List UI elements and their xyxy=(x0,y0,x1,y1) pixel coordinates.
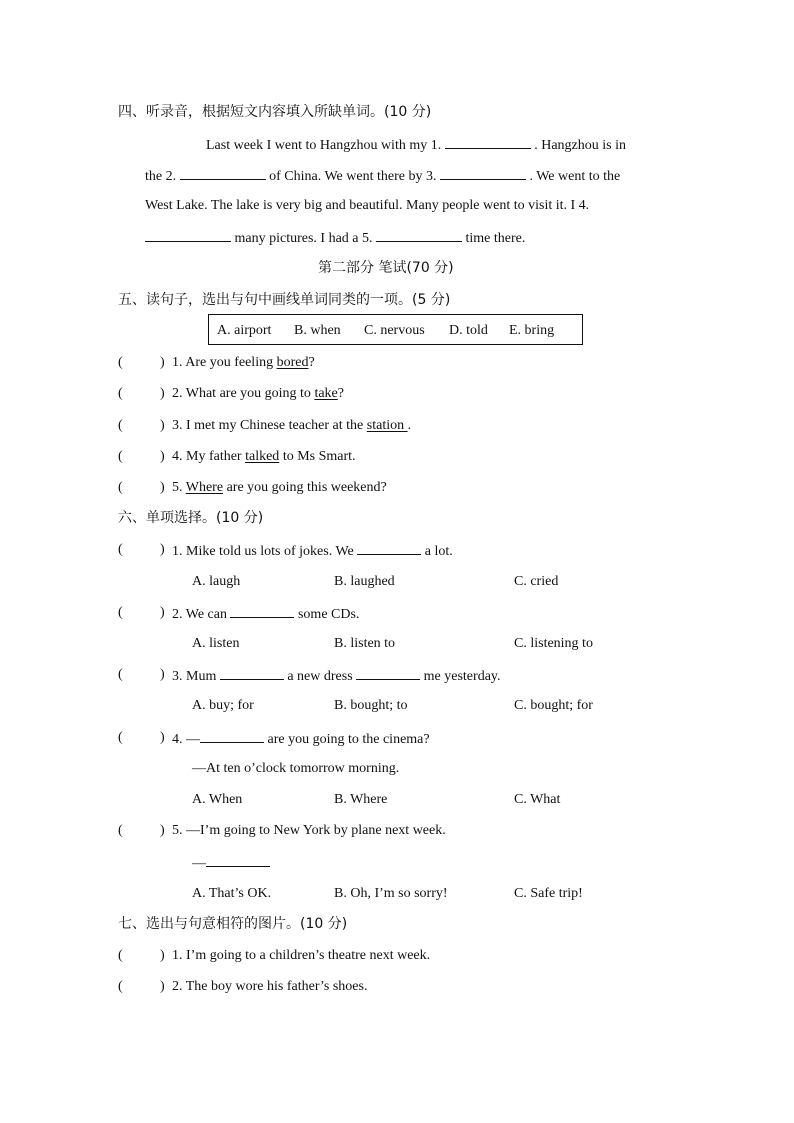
option-b[interactable]: B. bought; to xyxy=(334,698,408,713)
question-text: ? xyxy=(308,355,315,370)
s5-question-5 xyxy=(172,479,387,497)
section-5-heading: 五、读句子，选出与句中画线单词同类的一项。(5 分) xyxy=(118,292,451,308)
answer-blank[interactable] xyxy=(230,604,294,618)
s6-question-2 xyxy=(172,604,359,624)
word-bank-option: D. told xyxy=(449,323,488,338)
passage-line-2 xyxy=(145,166,620,186)
passage-text: . Hangzhou is in xyxy=(534,138,626,153)
answer-blank[interactable] xyxy=(357,541,421,555)
s7-question-1: 1. I’m going to a children’s theatre next week. xyxy=(172,948,431,963)
question-text: 4. My father xyxy=(172,449,246,464)
answer-paren-close: ) xyxy=(160,480,165,495)
option-b[interactable]: B. Where xyxy=(334,792,388,807)
answer-paren-open: ( xyxy=(118,418,123,433)
answer-paren-open: ( xyxy=(118,480,123,495)
answer-blank[interactable] xyxy=(200,729,264,743)
answer-paren-close: ) xyxy=(160,418,165,433)
question-text: 5. xyxy=(172,480,186,495)
option-a[interactable]: A. buy; for xyxy=(192,698,254,713)
word-bank-option: A. airport xyxy=(217,323,272,338)
passage-text: of China. We went there by 3. xyxy=(269,169,437,184)
answer-paren-close: ) xyxy=(160,979,165,994)
question-text: a lot. xyxy=(424,544,453,559)
part-2-title: 第二部分 笔试(70 分) xyxy=(318,260,454,276)
answer-paren-close: ) xyxy=(160,605,165,620)
option-b[interactable]: B. listen to xyxy=(334,636,396,651)
answer-paren-open: ( xyxy=(118,948,123,963)
s5-question-4 xyxy=(172,448,356,466)
question-text: to Ms Smart. xyxy=(279,449,356,464)
underlined-word: bored xyxy=(276,355,309,370)
answer-paren-close: ) xyxy=(160,823,165,838)
answer-paren-open: ( xyxy=(118,979,123,994)
answer-paren-open: ( xyxy=(118,605,123,620)
s6-q5-reply xyxy=(192,853,270,873)
question-text: 1. Mike told us lots of jokes. We xyxy=(172,544,354,559)
answer-blank[interactable] xyxy=(206,853,270,867)
answer-paren-close: ) xyxy=(160,386,165,401)
passage-line-3: West Lake. The lake is very big and beautiful. Many people went to visit it. I 4. xyxy=(145,198,590,213)
s5-question-1 xyxy=(172,354,315,372)
question-text: are you going this weekend? xyxy=(223,480,387,495)
option-c[interactable]: C. Safe trip! xyxy=(514,886,583,901)
question-text: some CDs. xyxy=(297,607,360,622)
underlined-word: station xyxy=(366,418,408,433)
question-text: 1. Are you feeling xyxy=(172,355,277,370)
question-text: 3. I met my Chinese teacher at the xyxy=(172,418,367,433)
s5-question-3 xyxy=(172,417,411,435)
answer-paren-close: ) xyxy=(160,667,165,682)
passage-line-4 xyxy=(145,228,525,248)
s6-q4-reply: —At ten o’clock tomorrow morning. xyxy=(192,761,400,776)
option-c[interactable]: C. What xyxy=(514,792,561,807)
section-4-heading: 四、听录音，根据短文内容填入所缺单词。(10 分) xyxy=(118,104,432,120)
passage-text: the 2. xyxy=(145,169,177,184)
answer-paren-open: ( xyxy=(118,386,123,401)
question-text: 4. — xyxy=(172,732,200,747)
answer-paren-close: ) xyxy=(160,730,165,745)
question-text: 2. We can xyxy=(172,607,227,622)
option-a[interactable]: A. That’s OK. xyxy=(192,886,272,901)
option-a[interactable]: A. laugh xyxy=(192,574,241,589)
s6-question-3 xyxy=(172,666,501,686)
underlined-word: Where xyxy=(185,480,224,495)
word-bank-option: C. nervous xyxy=(364,323,425,338)
answer-paren-close: ) xyxy=(160,948,165,963)
question-text: — xyxy=(192,856,206,871)
word-bank-option: B. when xyxy=(294,323,341,338)
answer-paren-open: ( xyxy=(118,449,123,464)
option-c[interactable]: C. bought; for xyxy=(514,698,593,713)
passage-text: Last week I went to Hangzhou with my 1. xyxy=(206,138,442,153)
s6-question-4 xyxy=(172,729,430,749)
section-6-heading: 六、单项选择。(10 分) xyxy=(118,510,264,526)
section-7-heading: 七、选出与句意相符的图片。(10 分) xyxy=(118,916,348,932)
option-c[interactable]: C. listening to xyxy=(514,636,593,651)
s6-question-5: 5. —I’m going to New York by plane next week. xyxy=(172,823,446,838)
underlined-word: talked xyxy=(245,449,280,464)
answer-blank[interactable] xyxy=(220,666,284,680)
word-bank-option: E. bring xyxy=(509,323,555,338)
answer-paren-open: ( xyxy=(118,667,123,682)
question-text: a new dress xyxy=(287,669,353,684)
answer-paren-open: ( xyxy=(118,823,123,838)
question-text: . xyxy=(407,418,412,433)
option-a[interactable]: A. listen xyxy=(192,636,240,651)
answer-paren-open: ( xyxy=(118,542,123,557)
answer-paren-open: ( xyxy=(118,730,123,745)
question-text: 3. Mum xyxy=(172,669,217,684)
blank-2[interactable] xyxy=(180,166,266,180)
answer-paren-close: ) xyxy=(160,542,165,557)
question-text: me yesterday. xyxy=(423,669,501,684)
option-c[interactable]: C. cried xyxy=(514,574,559,589)
option-b[interactable]: B. Oh, I’m so sorry! xyxy=(334,886,448,901)
word-bank-box xyxy=(208,314,583,345)
s7-question-2: 2. The boy wore his father’s shoes. xyxy=(172,979,368,994)
passage-text: many pictures. I had a 5. xyxy=(234,231,373,246)
passage-text: time there. xyxy=(465,231,526,246)
underlined-word: take xyxy=(314,386,338,401)
s5-question-2 xyxy=(172,385,344,403)
answer-paren-open: ( xyxy=(118,355,123,370)
passage-line-1 xyxy=(206,135,626,155)
answer-blank[interactable] xyxy=(356,666,420,680)
question-text: ? xyxy=(337,386,344,401)
blank-5[interactable] xyxy=(376,228,462,242)
option-b[interactable]: B. laughed xyxy=(334,574,395,589)
blank-1[interactable] xyxy=(445,135,531,149)
option-a[interactable]: A. When xyxy=(192,792,243,807)
question-text: 2. What are you going to xyxy=(172,386,315,401)
answer-paren-close: ) xyxy=(160,355,165,370)
blank-3[interactable] xyxy=(440,166,526,180)
question-text: are you going to the cinema? xyxy=(267,732,430,747)
passage-text: . We went to the xyxy=(529,169,621,184)
blank-4[interactable] xyxy=(145,228,231,242)
s6-question-1 xyxy=(172,541,453,561)
answer-paren-close: ) xyxy=(160,449,165,464)
